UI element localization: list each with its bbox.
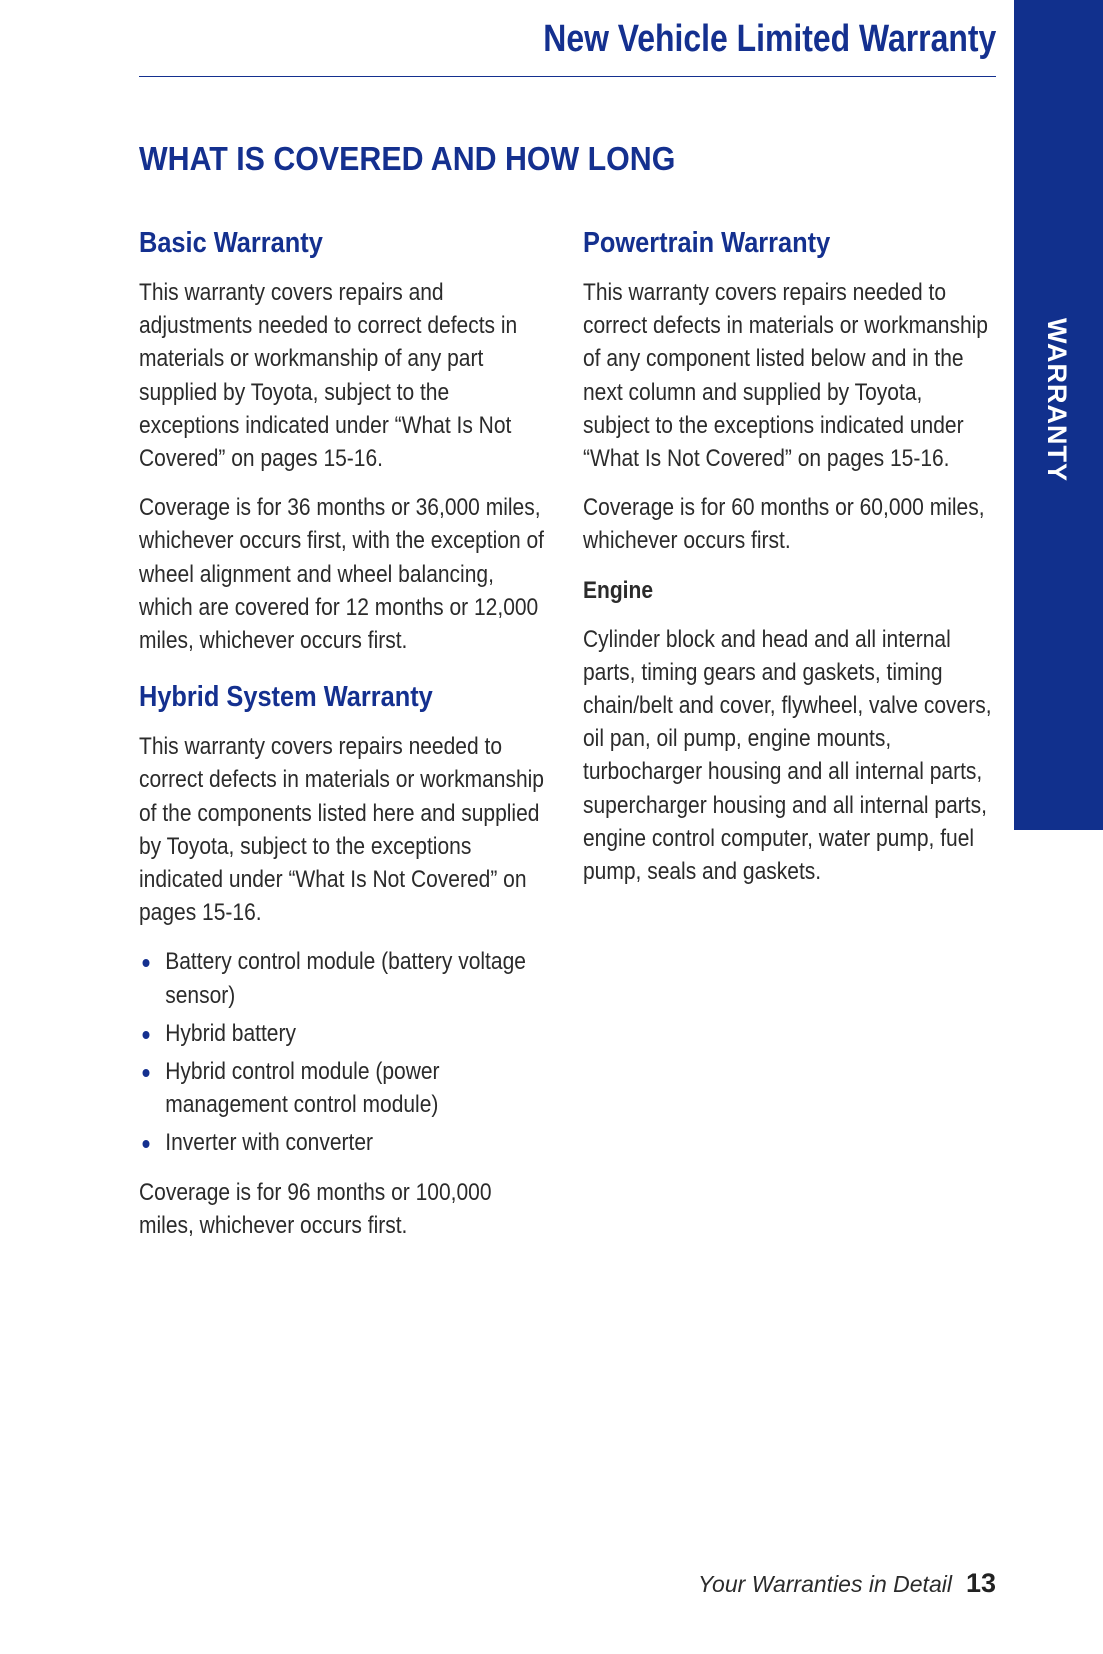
basic-warranty-heading: Basic Warranty [139,227,323,259]
right-column [583,225,993,904]
list-item [139,1126,549,1159]
engine-components-text: Cylinder block and head and all internal parts, timing gears and gaskets, timing chain/belt and cover, flywheel, valve covers, oil pan, oil pump, engine mounts, turbocharger housing and all internal parts, supercharger housing and all internal parts, engine control computer, water pump, fuel pump, seals and gaskets. [583,625,992,886]
basic-warranty-coverage: Coverage is for 36 months or 36,000 miles, whichever occurs first, with the exception of wheel alignment and wheel balancing, which are covered for 12 months or 12,000 miles, whichever occurs first. [139,494,545,655]
hybrid-warranty-coverage: Coverage is for 96 months or 100,000 miles, whichever occurs first. [139,1178,492,1239]
basic-warranty-paragraph: This warranty covers repairs and adjustments needed to correct defects in materials or workmanship of any part supplied by Toyota, subject to the exceptions indicated under “What Is Not Covered” on pages 15-16. [139,279,518,473]
bullet-icon [143,1069,150,1077]
left-column [139,225,549,1258]
side-tab-label: WARRANTY [1042,318,1072,482]
page-footer [698,1568,996,1599]
hybrid-warranty-heading: Hybrid System Warranty [139,681,433,714]
footer-text: Your Warranties in Detail [697,1571,952,1597]
page-number: 13 [965,1568,996,1598]
list-item-text: Battery control module (battery voltage sensor) [165,948,526,1009]
list-item-text: Inverter with converter [165,1129,373,1157]
list-item [139,1017,549,1050]
warranty-side-tab [1014,0,1103,830]
header-rule [139,76,996,77]
list-item-text: Hybrid control module (power management control module) [165,1058,440,1119]
bullet-icon [143,1140,150,1148]
list-item [139,945,549,1011]
powertrain-warranty-paragraph: This warranty covers repairs needed to correct defects in materials or workmanship of any component listed below and in the next column and supplied by Toyota, subject to the exceptions indicated under “What Is Not Covered” on pages 15-16. [583,279,988,473]
hybrid-warranty-paragraph: This warranty covers repairs needed to correct defects in materials or workmanship of the components listed here and supplied by Toyota, subject to the exceptions indicated under “What Is Not Covered” on pages 15-16. [139,733,544,927]
bullet-icon [143,1031,150,1039]
engine-label: Engine [583,576,654,604]
page-header-title: New Vehicle Limited Warranty [543,18,996,60]
section-title: WHAT IS COVERED AND HOW LONG [139,140,676,177]
hybrid-components-list [139,945,549,1159]
powertrain-warranty-coverage: Coverage is for 60 months or 60,000 miles, whichever occurs first. [583,494,985,555]
list-item-text: Hybrid battery [165,1019,296,1047]
list-item [139,1055,549,1121]
powertrain-warranty-heading: Powertrain Warranty [583,227,831,259]
bullet-icon [143,959,150,967]
